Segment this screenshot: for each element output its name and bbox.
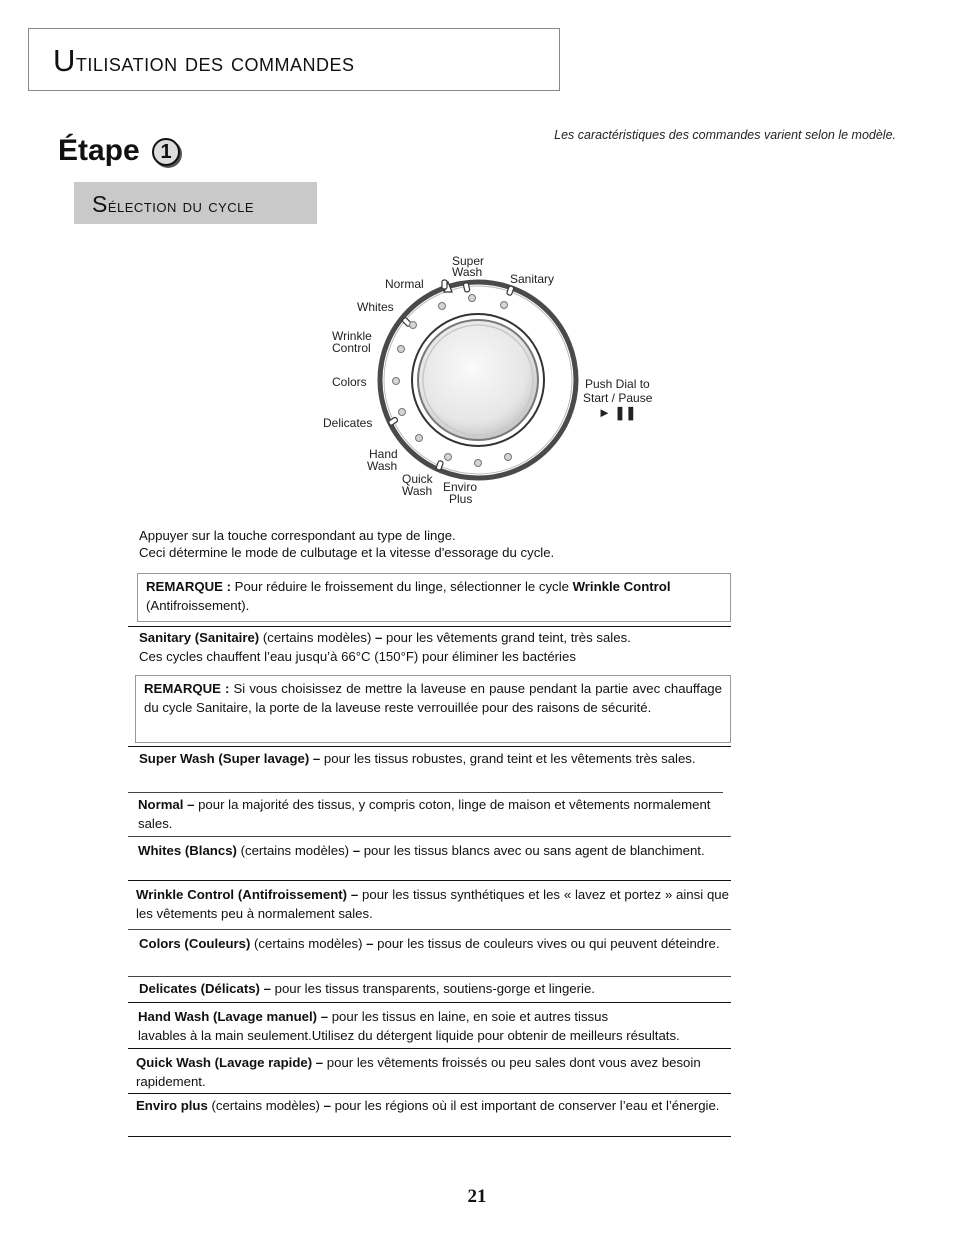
step-label: Étape bbox=[58, 134, 140, 167]
light-sanitary bbox=[501, 302, 508, 309]
section-header-box bbox=[28, 28, 560, 91]
label-quick-1: Quick bbox=[402, 472, 433, 486]
delicates-title: Delicates (Délicats) – bbox=[139, 981, 271, 996]
quick-wash-text: pour les vêtements froissés ou peu sales dont vous avez besoin rapidement. bbox=[136, 1055, 701, 1089]
enviro-plus-dash: – bbox=[323, 1098, 331, 1113]
enviro-plus-models: (certains modèles) bbox=[207, 1098, 324, 1113]
play-pause-icon: ► ❚❚ bbox=[598, 405, 637, 420]
header-initial: U bbox=[53, 43, 76, 78]
label-super-wash-1: Super bbox=[452, 254, 485, 268]
light-hand-wash bbox=[416, 435, 423, 442]
enviro-plus-text: pour les régions où il est important de conserver l’eau et l’énergie. bbox=[330, 1098, 720, 1113]
divider-3 bbox=[128, 792, 723, 793]
label-wrinkle-2: Control bbox=[332, 341, 371, 355]
divider-11 bbox=[128, 1136, 731, 1137]
remarque-1-text-before: Pour réduire le froissement du linge, sélectionner le cycle bbox=[231, 579, 573, 594]
light-quick-wash bbox=[445, 454, 452, 461]
section-initial: S bbox=[92, 191, 108, 217]
divider-2 bbox=[128, 746, 731, 747]
label-wrinkle-1: Wrinkle bbox=[332, 329, 372, 343]
whites-models: (certains modèles) bbox=[236, 843, 353, 858]
label-enviro-2: Plus bbox=[449, 492, 473, 506]
hand-wash-title: Hand Wash (Lavage manuel) – bbox=[138, 1009, 329, 1024]
label-hand-2: Wash bbox=[367, 459, 398, 473]
cycle-whites bbox=[138, 841, 729, 860]
section-header-title bbox=[53, 43, 354, 79]
remarque-2-text: Si vous choisissez de mettre la laveuse en pause pendant la partie avec chauffage du cycle Sanitaire, la porte de la laveuse reste verrouillée pour des raisons de sécurité. bbox=[144, 681, 722, 715]
header-rest: tilisation des commandes bbox=[75, 49, 355, 77]
section-tag bbox=[74, 182, 317, 224]
colors-title: Colors (Couleurs) bbox=[139, 936, 251, 951]
normal-text: pour la majorité des tissus, y compris coton, linge de maison et vêtements normalement sales. bbox=[138, 797, 711, 831]
label-super-wash-2: Wash bbox=[452, 265, 483, 279]
enviro-plus-title: Enviro plus bbox=[136, 1098, 208, 1113]
label-push-1: Push Dial to bbox=[585, 377, 650, 391]
light-whites bbox=[410, 322, 417, 329]
remarque-2-label: REMARQUE : bbox=[144, 681, 230, 696]
super-wash-title: Super Wash (Super lavage) – bbox=[139, 751, 321, 766]
whites-dash: – bbox=[352, 843, 361, 858]
label-push-2: Start / Pause bbox=[583, 391, 653, 405]
divider-8 bbox=[128, 1002, 731, 1003]
cycle-quick-wash bbox=[136, 1053, 730, 1091]
cycle-super-wash bbox=[139, 749, 729, 768]
step-number-badge: 1 bbox=[152, 138, 180, 166]
sanitary-dash: – bbox=[375, 630, 383, 645]
sanitary-models: (certains modèles) bbox=[259, 630, 375, 645]
models-note: Les caractéristiques des commandes varient selon le modèle. bbox=[554, 128, 896, 142]
hand-wash-text: pour les tissus en laine, en soie et autres tissus bbox=[328, 1009, 609, 1024]
divider-5 bbox=[128, 880, 731, 881]
sanitary-line-2: Ces cycles chauffent l’eau jusqu’à 66°C (150°F) pour éliminer les bactéries bbox=[139, 649, 576, 664]
delicates-text: pour les tissus transparents, soutiens-gorge et lingerie. bbox=[270, 981, 595, 996]
step-heading bbox=[58, 134, 180, 168]
cycle-sanitary bbox=[139, 628, 731, 666]
sanitary-text: pour les vêtements grand teint, très sales. bbox=[382, 630, 631, 645]
remarque-1-label: REMARQUE : bbox=[146, 579, 231, 594]
remarque-box-2 bbox=[135, 675, 731, 743]
divider-9 bbox=[128, 1048, 731, 1049]
whites-text: pour les tissus blancs avec ou sans agent de blanchiment. bbox=[360, 843, 705, 858]
wrinkle-title: Wrinkle Control (Antifroissement) – bbox=[136, 887, 359, 902]
cycle-delicates bbox=[139, 979, 731, 998]
colors-dash: – bbox=[366, 936, 374, 951]
label-delicates: Delicates bbox=[323, 416, 373, 430]
sanitary-title: Sanitary (Sanitaire) bbox=[139, 630, 260, 645]
label-quick-2: Wash bbox=[402, 484, 433, 498]
label-sanitary: Sanitary bbox=[510, 272, 555, 286]
light-enviro bbox=[475, 460, 482, 467]
cycle-enviro-plus bbox=[136, 1096, 729, 1115]
cycle-hand-wash bbox=[138, 1007, 738, 1045]
label-whites: Whites bbox=[357, 300, 394, 314]
label-normal: Normal bbox=[385, 277, 424, 291]
page-number: 21 bbox=[467, 1186, 487, 1207]
whites-title: Whites (Blancs) bbox=[138, 843, 237, 858]
intro-line-2: Ceci détermine le mode de culbutage et la vitesse d'essorage du cycle. bbox=[139, 545, 555, 560]
label-colors: Colors bbox=[332, 375, 367, 389]
tab-normal bbox=[463, 282, 470, 292]
cycle-selector-dial bbox=[318, 250, 678, 512]
light-colors bbox=[393, 378, 400, 385]
colors-models: (certains modèles) bbox=[250, 936, 367, 951]
light-wrinkle bbox=[398, 346, 405, 353]
light-delicates bbox=[399, 409, 406, 416]
light-enviro-plus bbox=[505, 454, 512, 461]
light-super-wash bbox=[469, 295, 476, 302]
divider-7 bbox=[128, 976, 731, 977]
hand-wash-line-2: lavables à la main seulement.Utilisez du détergent liquide pour obtenir de meilleurs résultats. bbox=[138, 1028, 680, 1043]
dial-knob[interactable] bbox=[418, 320, 538, 440]
divider-6 bbox=[128, 929, 731, 930]
divider-10 bbox=[128, 1093, 731, 1094]
cycle-colors bbox=[139, 934, 729, 953]
remarque-box-1 bbox=[137, 573, 731, 622]
remarque-1-bold: Wrinkle Control bbox=[572, 579, 671, 594]
section-rest: élection du cycle bbox=[107, 196, 255, 217]
label-hand-1: Hand bbox=[369, 447, 398, 461]
intro-text bbox=[139, 527, 739, 561]
colors-text: pour les tissus de couleurs vives ou qui peuvent déteindre. bbox=[373, 936, 720, 951]
wrinkle-text: pour les tissus synthétiques et les « lavez et portez » ainsi que les vêtements peu à normalement sales. bbox=[136, 887, 729, 921]
quick-wash-title: Quick Wash (Lavage rapide) – bbox=[136, 1055, 324, 1070]
normal-title: Normal – bbox=[138, 797, 195, 812]
divider-1 bbox=[128, 626, 731, 627]
cycle-normal bbox=[138, 795, 730, 833]
divider-4 bbox=[128, 836, 731, 837]
intro-line-1: Appuyer sur la touche correspondant au type de linge. bbox=[139, 528, 456, 543]
cycle-wrinkle-control bbox=[136, 885, 729, 923]
tab-super-wash bbox=[442, 280, 447, 289]
label-enviro-1: Enviro bbox=[443, 480, 478, 494]
super-wash-text: pour les tissus robustes, grand teint et les vêtements très sales. bbox=[320, 751, 696, 766]
light-normal bbox=[439, 303, 446, 310]
remarque-1-text-after: (Antifroissement). bbox=[146, 598, 250, 613]
